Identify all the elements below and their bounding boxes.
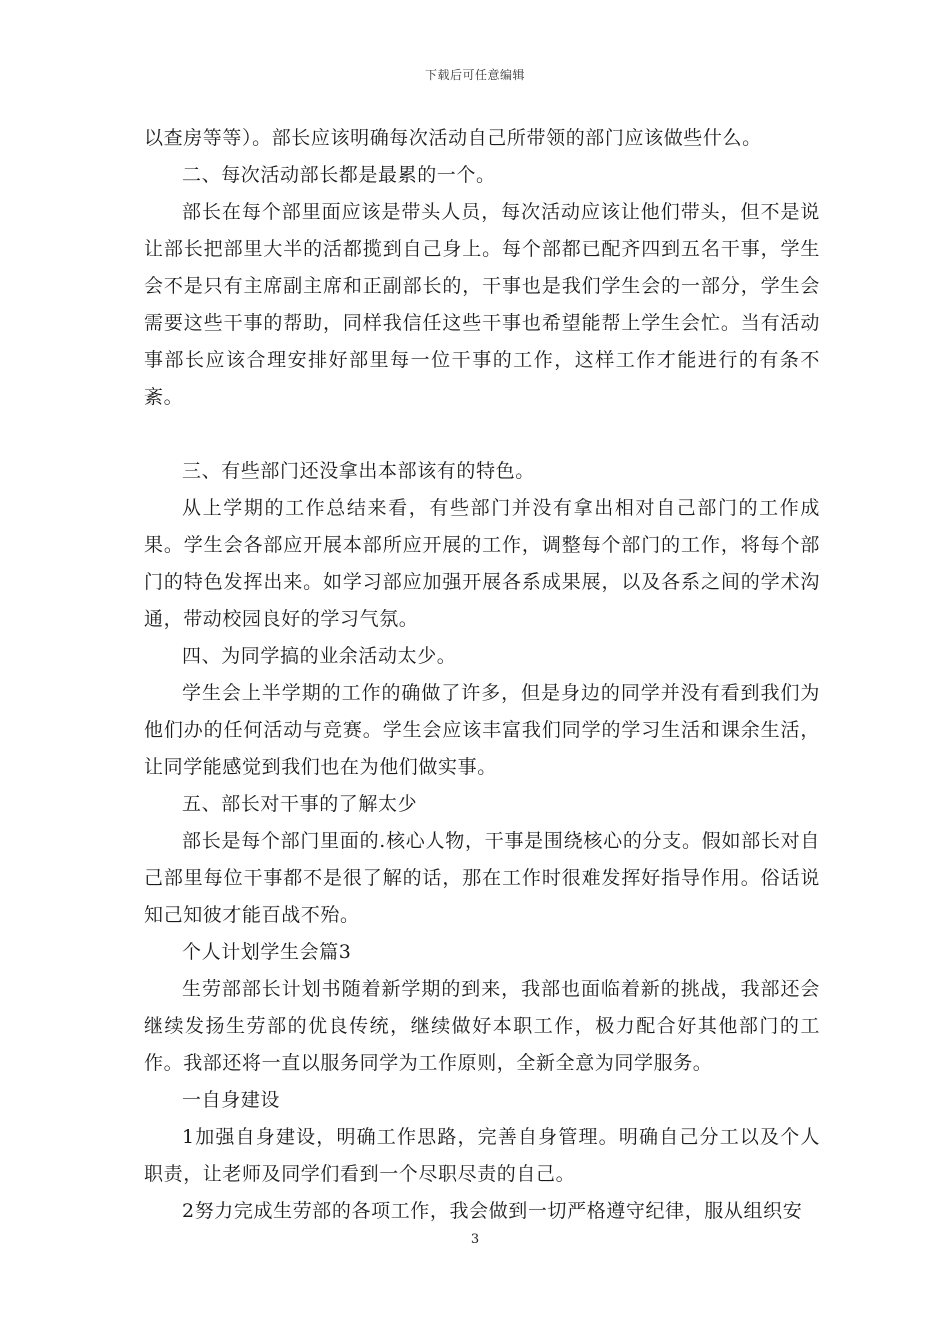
document-body [144, 120, 820, 1230]
paragraph: 从上学期的工作总结来看，有些部门并没有拿出相对自己部门的工作成果。学生会各部应开展本部所应开展的工作，调整每个部门的工作，将每个部门的特色发挥出来。如学习部应加强开展各系成果展，以及各系之间的学术沟通，带动校园良好的学习气氛。 [144, 497, 820, 630]
section-heading: 四、为同学搞的业余活动太少。 [182, 645, 457, 667]
list-item: 2努力完成生劳部的各项工作，我会做到一切严格遵守纪律，服从组织安 [182, 1200, 803, 1222]
page-header: 下载后可任意编辑 [424, 68, 525, 82]
paragraph: 以查房等等）。部长应该明确每次活动自己所带领的部门应该做些什么。 [144, 127, 762, 149]
section-heading: 五、部长对干事的了解太少 [182, 793, 418, 815]
paragraph: 部长是每个部门里面的.核心人物，干事是围绕核心的分支。假如部长对自己部里每位干事都不是很了解的话，那在工作时很难发挥好指导作用。俗话说知己知彼才能百战不殆。 [144, 830, 820, 926]
page-number: 3 [470, 1232, 480, 1247]
section-heading: 一自身建设 [182, 1089, 281, 1111]
article-title: 个人计划学生会篇3 [182, 941, 352, 963]
section-heading: 二、每次活动部长都是最累的一个。 [182, 164, 496, 186]
section-heading: 三、有些部门还没拿出本部该有的特色。 [182, 460, 535, 482]
paragraph: 生劳部部长计划书随着新学期的到来，我部也面临着新的挑战，我部还会继续发扬生劳部的优良传统，继续做好本职工作，极力配合好其他部门的工作。我部还将一直以服务同学为工作原则，全新全意为同学服务。 [144, 978, 820, 1074]
paragraph: 部长在每个部里面应该是带头人员，每次活动应该让他们带头，但不是说让部长把部里大半的活都揽到自己身上。每个部都已配齐四到五名干事，学生会不是只有主席副主席和正副部长的，干事也是我们学生会的一部分，学生会需要这些干事的帮助，同样我信任这些干事也希望能帮上学生会忙。当有活动事部长应该合理安排好部里每一位干事的工作，这样工作才能进行的有条不紊。 [144, 201, 820, 408]
blank-line [144, 416, 820, 453]
paragraph: 学生会上半学期的工作的确做了许多，但是身边的同学并没有看到我们为他们办的任何活动与竞赛。学生会应该丰富我们同学的学习生活和课余生活，让同学能感觉到我们也在为他们做实事。 [144, 682, 820, 778]
list-item: 1加强自身建设，明确工作思路，完善自身管理。明确自己分工以及个人职责，让老师及同学们看到一个尽职尽责的自己。 [144, 1126, 820, 1185]
